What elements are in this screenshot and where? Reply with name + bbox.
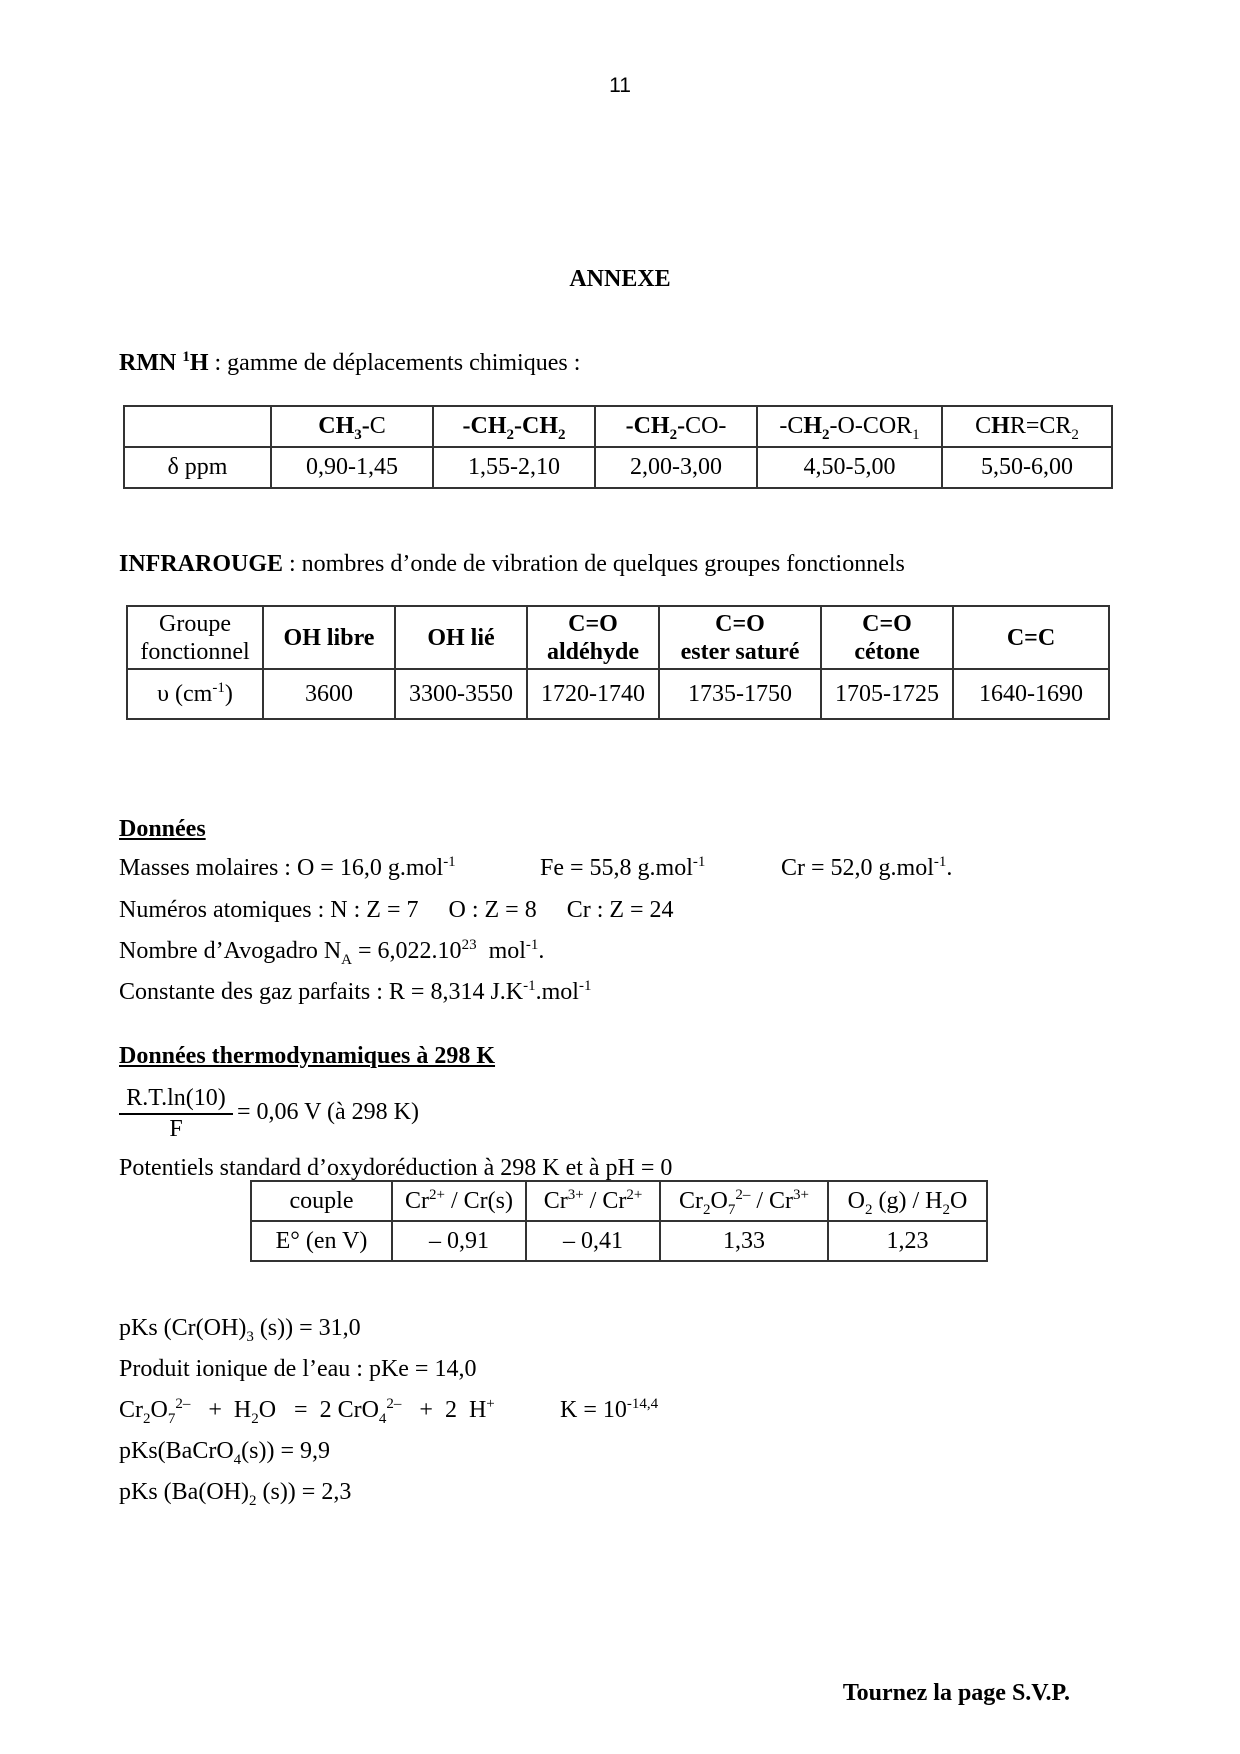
potentiels-table xyxy=(250,1180,988,1262)
avogadro: Nombre d’Avogadro $N_A = 6,022.10^{23}$ mol$^{-1}$. xyxy=(119,937,545,968)
table-row xyxy=(124,447,1112,488)
potentiels-label: Potentiels standard d’oxydoréduction à 298 K et à pH = 0 xyxy=(119,1155,673,1181)
table-cell: υ $(cm^{-1})$ xyxy=(127,669,263,719)
table-cell: 2,00-3,00 xyxy=(595,447,757,488)
ir-table xyxy=(126,605,1110,720)
table-cell: E° (en V) xyxy=(251,1221,392,1261)
page-title: ANNEXE xyxy=(569,266,671,292)
table-row xyxy=(251,1181,987,1221)
table-cell: $-CH_2-CO-$ xyxy=(595,406,757,447)
ir-heading: INFRAROUGE : nombres d’onde de vibration de quelques groupes fonctionnels xyxy=(119,551,905,577)
table-cell: OH libre xyxy=(263,606,395,669)
table-row xyxy=(127,669,1109,719)
table-cell: 1705-1725 xyxy=(821,669,953,719)
numeros-atomiques: Numéros atomiques : N : Z = 7 O : Z = 8 Cr : Z = 24 xyxy=(119,897,674,923)
thermo-heading: Données thermodynamiques à 298 K xyxy=(119,1043,496,1069)
table-cell: $Cr^{2+} / Cr(s)$ xyxy=(392,1181,526,1221)
masse-fe: Fe = 55,8 g.mol$^{-1}$ xyxy=(540,854,706,881)
table-cell: $Cr_2O_7^{2-} / Cr^{3+}$ xyxy=(660,1181,828,1221)
table-cell: C=O aldéhyde xyxy=(527,606,659,669)
table-cell: 1,23 xyxy=(828,1221,987,1261)
table-cell: 0,90-1,45 xyxy=(271,447,433,488)
table-row xyxy=(127,606,1109,669)
table-cell: C=O ester saturé xyxy=(659,606,821,669)
nernst-fraction: $\frac{R.T.\ln(10)}{F}$ xyxy=(119,1085,233,1143)
table-cell xyxy=(124,406,271,447)
rmn-table xyxy=(123,405,1113,489)
table-cell: $CH_3-C$ xyxy=(271,406,433,447)
rmn-heading: RMN $^1$H : gamme de déplacements chimiques : xyxy=(119,349,581,376)
table-cell: 1720-1740 xyxy=(527,669,659,719)
table-cell: $Cr^{3+} / Cr^{2+}$ xyxy=(526,1181,660,1221)
table-cell: δ ppm xyxy=(124,447,271,488)
table-cell: 4,50-5,00 xyxy=(757,447,942,488)
table-cell: 1640-1690 xyxy=(953,669,1109,719)
table-cell: 3300-3550 xyxy=(395,669,527,719)
table-cell: OH lié xyxy=(395,606,527,669)
table-cell: – 0,41 xyxy=(526,1221,660,1261)
k-value: $K = 10^{-14,4}$ xyxy=(560,1396,659,1423)
table-cell: $CHR=CR_2$ xyxy=(942,406,1112,447)
table-cell: C=O cétone xyxy=(821,606,953,669)
table-cell: C=C xyxy=(953,606,1109,669)
table-cell: Groupe fonctionnel xyxy=(127,606,263,669)
table-cell: 3600 xyxy=(263,669,395,719)
produit-ionique: Produit ionique de l’eau : pKe = 14,0 xyxy=(119,1356,477,1382)
footer-note: Tournez la page S.V.P. xyxy=(842,1680,1070,1706)
table-cell: 5,50-6,00 xyxy=(942,447,1112,488)
table-cell: $O_2$ $(g) / H_2O$ xyxy=(828,1181,987,1221)
pks-bacro4: pKs(BaCrO$_4$(s)) = 9,9 xyxy=(119,1438,331,1468)
table-cell: 1,33 xyxy=(660,1221,828,1261)
table-cell: 1735-1750 xyxy=(659,669,821,719)
pks-baoh2: pKs ($Ba(OH)_2$ (s)) = 2,3 xyxy=(119,1479,352,1509)
page-number: 11 xyxy=(609,74,631,97)
masse-cr: Cr = 52,0 g.mol$^{-1}$. xyxy=(781,854,953,881)
table-cell: $-CH_2-CH_2$ xyxy=(433,406,595,447)
pks-croh3: pKs ($Cr(OH)_3$ (s)) = 31,0 xyxy=(119,1315,361,1345)
donnees-heading: Données xyxy=(119,816,206,842)
table-cell: 1,55-2,10 xyxy=(433,447,595,488)
dichromate-equilibrium: $Cr_2O_7^{2-} + H_2O = 2$ CrO$_4^{2-}$ + 2 H+ xyxy=(119,1396,495,1427)
table-row xyxy=(251,1221,987,1261)
constante-gaz: Constante des gaz parfaits : R = 8,314 $J.K^{-1}.mol^{-1}$ xyxy=(119,978,592,1005)
table-row xyxy=(124,406,1112,447)
table-cell: couple xyxy=(251,1181,392,1221)
nernst-result: = 0,06 V (à 298 K) xyxy=(237,1099,419,1125)
table-cell: – 0,91 xyxy=(392,1221,526,1261)
masses-molaires: Masses molaires : O = 16,0 g.mol$^{-1}$ xyxy=(119,854,456,881)
table-cell: $-CH_2-O-COR_1$ xyxy=(757,406,942,447)
